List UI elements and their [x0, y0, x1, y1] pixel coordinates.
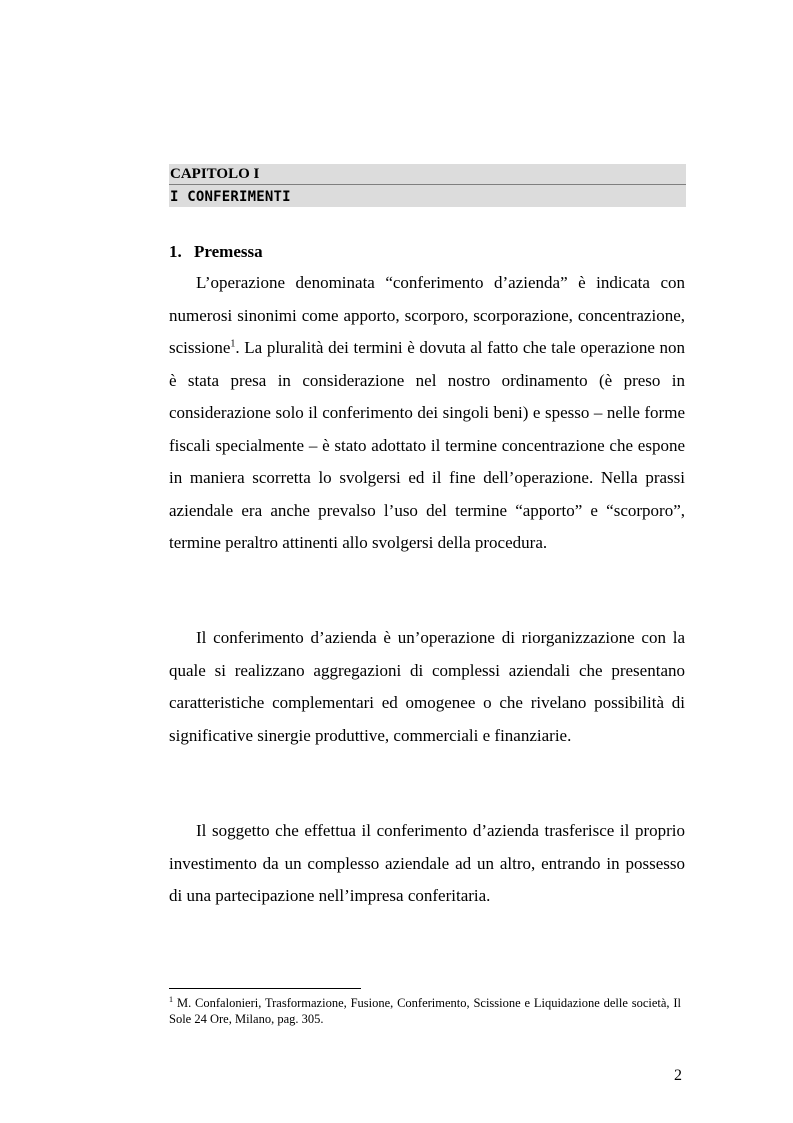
footnote-separator: [169, 988, 361, 989]
paragraph-1-text-b: . La pluralità dei termini è dovuta al fatto che tale operazione non è stata presa in considerazione nel nostro ordinamento (è preso in considerazione solo il conferimento dei singoli beni) e spesso – nelle forme fiscali specialmente – è stato adottato il termine concentrazione che espone in maniera scorretta lo svolgersi ed il fine dell’operazione. Nella prassi aziendale era anche prevalso l’uso del termine “apporto” e “scorporo”, termine peraltro attinenti allo svolgersi della procedura.: [169, 338, 685, 552]
paragraph-2: Il conferimento d’azienda è un’operazione di riorganizzazione con la quale si realizzano aggregazioni di complessi aziendali che presentano caratteristiche complementari ed omogenee o che rivelano possibilità di significative sinergie produttive, commerciali e finanziarie.: [169, 628, 685, 745]
chapter-label: CAPITOLO I: [169, 164, 686, 185]
footnote-text: M. Confalonieri, Trasformazione, Fusione, Conferimento, Scissione e Liquidazione delle società, Il Sole 24 Ore, Milano, pag. 305.: [169, 996, 681, 1026]
paragraph-3: Il soggetto che effettua il conferimento d’azienda trasferisce il proprio investimento da un complesso aziendale ad un altro, entrando in possesso di una partecipazione nell’impresa conferitaria.: [169, 821, 685, 905]
section-heading: [169, 240, 263, 264]
footnote-reference[interactable]: 1: [230, 338, 236, 350]
paragraph-1: [169, 267, 685, 560]
footnote: [169, 995, 681, 1027]
chapter-header: [169, 164, 686, 207]
page-number: 2: [674, 1067, 682, 1084]
section-title: Premessa: [194, 242, 263, 261]
section-number: 1.: [169, 242, 182, 261]
chapter-title: I CONFERIMENTI: [169, 185, 686, 207]
paragraph-1-text-a: L’operazione denominata “conferimento d’azienda” è indicata con numerosi sinonimi come apporto, scorporo, scorporazione, concentrazione, scissione: [169, 273, 685, 357]
footnote-number: 1: [169, 994, 173, 1004]
